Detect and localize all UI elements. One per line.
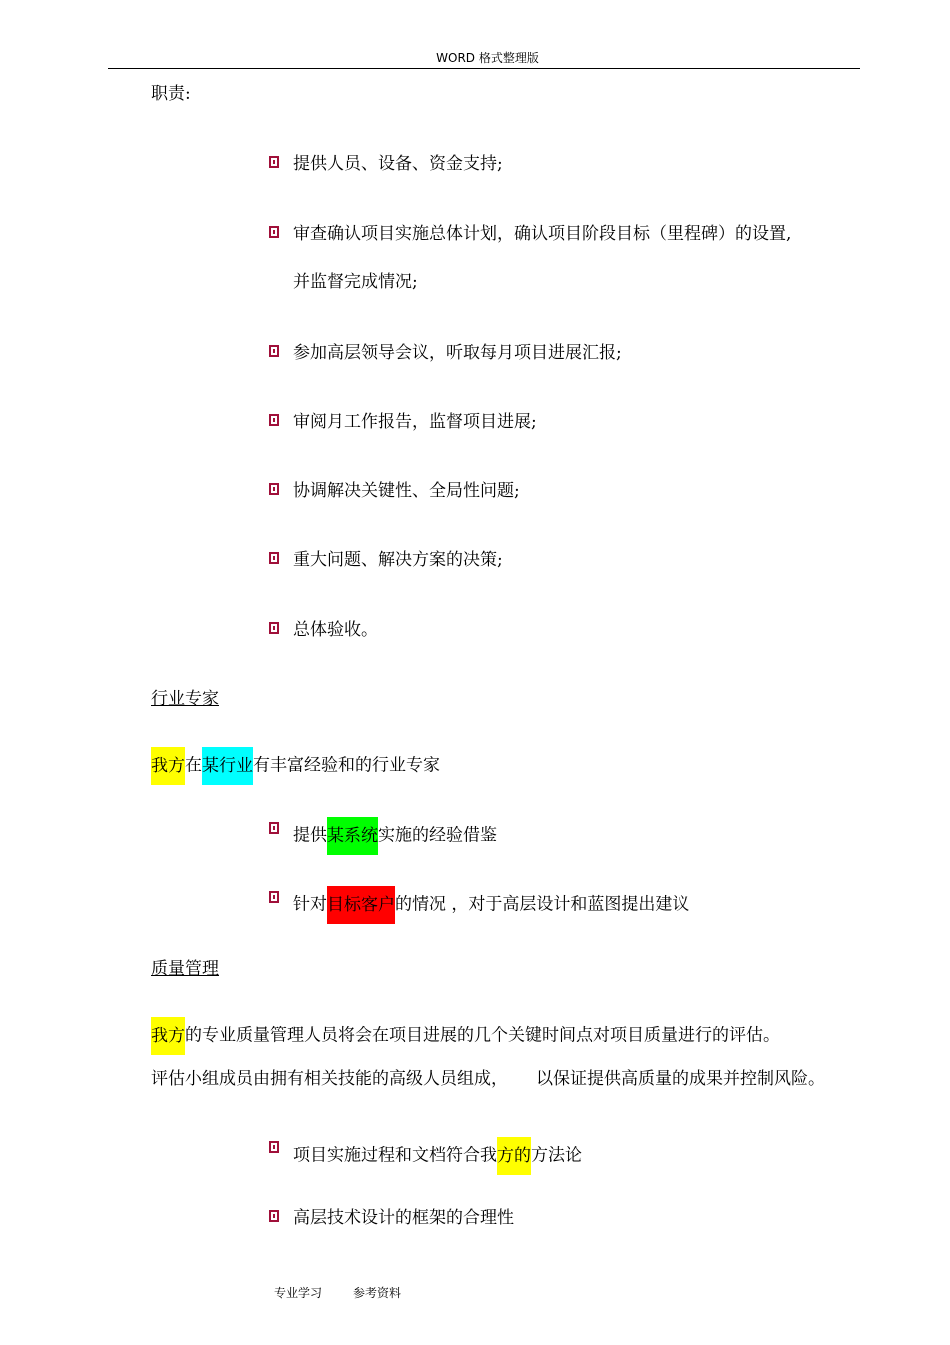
experts-intro-text: 在 bbox=[185, 755, 202, 776]
experts-heading: 行业专家 bbox=[151, 689, 219, 709]
expert-item-1 bbox=[293, 817, 497, 855]
expert-item-text: 针对 bbox=[293, 894, 327, 915]
duties-label: 职责: bbox=[151, 84, 191, 104]
duty-item-6: 重大问题、解决方案的决策; bbox=[293, 550, 503, 570]
bullet-icon bbox=[269, 1141, 279, 1153]
quality-item-1 bbox=[293, 1137, 582, 1175]
bullet-icon bbox=[269, 226, 279, 238]
duty-item-2-continuation: 并监督完成情况; bbox=[293, 272, 418, 292]
expert-item-text: 的情况 ，对于高层设计和蓝图提出建议 bbox=[395, 894, 690, 915]
bullet-icon bbox=[269, 552, 279, 564]
bullet-icon bbox=[269, 822, 279, 834]
bullet-icon bbox=[269, 891, 279, 903]
bullet-icon bbox=[269, 414, 279, 426]
highlight-text: 某行业 bbox=[202, 747, 253, 785]
duty-item-7: 总体验收。 bbox=[293, 620, 378, 640]
duty-item-4: 审阅月工作报告，监督项目进展; bbox=[293, 412, 537, 432]
highlight-text: 我方 bbox=[151, 1017, 185, 1055]
bullet-icon bbox=[269, 1210, 279, 1222]
highlight-text: 目标客户 bbox=[327, 886, 395, 924]
highlight-text: 方的 bbox=[497, 1137, 531, 1175]
duty-item-1: 提供人员、设备、资金支持; bbox=[293, 154, 503, 174]
duty-item-3: 参加高层领导会议，听取每月项目进展汇报; bbox=[293, 343, 622, 363]
bullet-icon bbox=[269, 622, 279, 634]
quality-line-2 bbox=[151, 1067, 825, 1091]
duty-item-5: 协调解决关键性、全局性问题; bbox=[293, 481, 520, 501]
bullet-icon bbox=[269, 345, 279, 357]
highlight-text: 某系统 bbox=[327, 817, 378, 855]
expert-item-text: 提供 bbox=[293, 825, 327, 846]
duty-item-2: 审查确认项目实施总体计划，确认项目阶段目标（里程碑）的设置, bbox=[293, 224, 792, 244]
header-rule bbox=[108, 68, 860, 69]
footer-right: 参考资料 bbox=[353, 1286, 402, 1300]
quality-item-2: 高层技术设计的框架的合理性 bbox=[293, 1208, 514, 1228]
highlight-text: 我方 bbox=[151, 747, 185, 785]
quality-intro bbox=[151, 1017, 780, 1055]
quality-heading: 质量管理 bbox=[151, 959, 219, 979]
quality-line-2b: 以保证提供高质量的成果并控制风险。 bbox=[536, 1069, 825, 1089]
quality-item-text: 方法论 bbox=[531, 1145, 582, 1166]
quality-intro-text: 的专业质量管理人员将会在项目进展的几个关键时间点对项目质量进行的评估。 bbox=[185, 1025, 780, 1046]
quality-item-text: 项目实施过程和文档符合我 bbox=[293, 1145, 497, 1166]
experts-intro bbox=[151, 747, 440, 785]
footer-left: 专业学习 bbox=[274, 1286, 323, 1300]
experts-intro-text: 有丰富经验和的行业专家 bbox=[253, 755, 440, 776]
bullet-icon bbox=[269, 483, 279, 495]
bullet-icon bbox=[269, 156, 279, 168]
quality-line-2a: 评估小组成员由拥有相关技能的高级人员组成， bbox=[151, 1069, 508, 1089]
expert-item-2 bbox=[293, 886, 689, 924]
expert-item-text: 实施的经验借鉴 bbox=[378, 825, 497, 846]
page-header-title: WORD 格式整理版 bbox=[436, 51, 539, 65]
